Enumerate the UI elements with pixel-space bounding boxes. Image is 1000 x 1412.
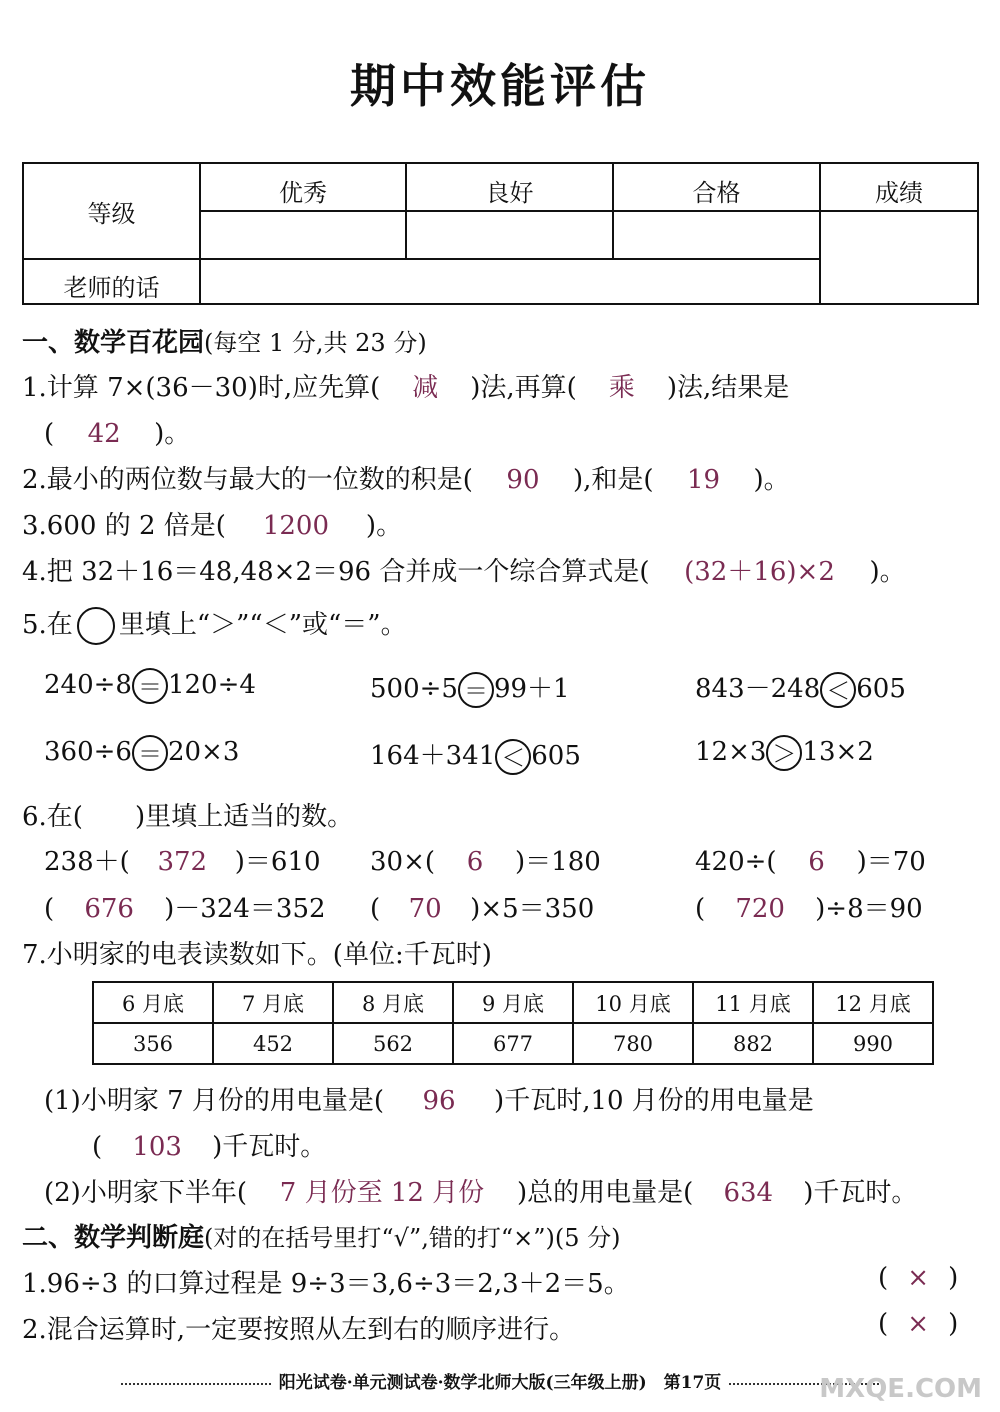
compare-item: 360÷6 ＝ 20×3 [44,735,239,771]
answer: 42 [87,419,121,449]
answer: 676 [84,894,134,924]
table-cell: 356 [93,1023,213,1064]
compare-circle: ＝ [132,735,168,771]
compare-circle: ＝ [132,668,168,704]
compare-circle: ＜ [495,739,531,775]
fill-item: 238＋( 372 )＝610 [44,847,321,877]
grade-excellent: 优秀 [279,179,327,207]
answer: 6 [466,847,484,877]
circle-icon [77,607,115,645]
answer: 103 [132,1132,182,1162]
page-title: 期中效能评估 [350,59,650,113]
score-label: 成绩 [875,179,923,207]
table-cell: 452 [213,1023,333,1064]
fill-item: ( 676 )－324＝352 [44,894,326,924]
compare-circle: ＞ [766,735,802,771]
table-row [93,1023,933,1064]
question-4: 4.把 32＋16＝48,48×2＝96 合并成一个综合算式是( (32＋16)×2 )。 [22,551,906,588]
fill-item: ( 70 )×5＝350 [370,894,595,924]
teacher-comment-label: 老师的话 [63,274,160,302]
answer: (32＋16)×2 [684,557,835,587]
table-cell: 677 [453,1023,573,1064]
meter-table [92,981,934,1065]
answer: × [907,1263,930,1293]
table-cell: 990 [813,1023,933,1064]
table-header-cell: 8 月底 [333,982,453,1023]
answer: 96 [422,1086,456,1116]
judge-item: 1.96÷3 的口算过程是 9÷3＝3,6÷3＝2,3＋2＝5。 [22,1269,630,1299]
question-6: 6.在( )里填上适当的数。 [22,802,354,832]
fill-item: ( 720 )÷8＝90 [695,894,923,924]
divider [121,1383,271,1385]
page-footer: 阳光试卷·单元测试卷·数学北师大版(三年级上册) 第17页 [35,1368,965,1393]
compare-item: 12×3 ＞ 13×2 [695,735,874,771]
compare-item: 500÷5 ＝ 99＋1 [370,668,570,708]
watermark: MXQE.COM [819,1374,982,1404]
judge-answer: ( × ) [878,1263,959,1293]
answer: 6 [808,847,825,877]
grade-label: 等级 [87,200,136,228]
section-1-heading: 一、数学百花园(每空 1 分,共 23 分) [22,328,427,358]
question-7: 7.小明家的电表读数如下。(单位:千瓦时) [22,940,492,970]
table-header-cell: 12 月底 [813,982,933,1023]
question-2: 2.最小的两位数与最大的一位数的积是( 90 ),和是( 19 )。 [22,465,790,495]
grade-table [22,162,979,305]
answer: 1200 [262,511,329,541]
judge-answer: ( × ) [878,1309,959,1339]
table-cell: 780 [573,1023,693,1064]
answer: 90 [506,465,540,495]
question-7-part-2: (2)小明家下半年( 7 月份至 12 月份 )总的用电量是( 634 )千瓦时。 [44,1172,917,1209]
answer: 19 [686,465,721,495]
answer: 372 [157,847,208,877]
answer: 乘 [608,373,635,403]
question-3: 3.600 的 2 倍是( 1200 )。 [22,511,403,541]
question-7-part-1-cont: ( 103 )千瓦时。 [92,1132,327,1162]
table-header-cell: 10 月底 [573,982,693,1023]
compare-item: 164＋341 ＜ 605 [370,735,581,775]
table-cell: 562 [333,1023,453,1064]
answer: 70 [408,894,442,924]
fill-item: 420÷( 6 )＝70 [695,847,926,877]
answer: 720 [735,894,785,924]
table-header-cell: 6 月底 [93,982,213,1023]
compare-circle: ＜ [820,672,856,708]
question-5: 5.在 里填上“＞”“＜”或“＝”。 [22,604,407,645]
judge-item: 2.混合运算时,一定要按照从左到右的顺序进行。 [22,1315,576,1345]
compare-item: 240÷8 ＝ 120÷4 [44,668,256,704]
answer: 7 月份至 12 月份 [279,1178,485,1208]
table-cell: 882 [693,1023,813,1064]
table-row [93,982,933,1023]
question-1: 1.计算 7×(36－30)时,应先算( 减 )法,再算( 乘 )法,结果是 [22,367,789,404]
answer: 减 [412,373,439,403]
section-2-heading: 二、数学判断庭(对的在括号里打“√”,错的打“×”)(5 分) [22,1223,621,1253]
table-header-cell: 11 月底 [693,982,813,1023]
compare-circle: ＝ [458,672,494,708]
answer: × [907,1309,930,1339]
fill-item: 30×( 6 )＝180 [370,847,601,877]
question-7-part-1: (1)小明家 7 月份的用电量是( 96 )千瓦时,10 月份的用电量是 [44,1086,814,1116]
question-1-cont: ( 42 )。 [44,419,191,449]
compare-item: 843－248 ＜ 605 [695,668,906,708]
answer: 634 [723,1178,774,1208]
grade-pass: 合格 [692,179,741,207]
table-header-cell: 9 月底 [453,982,573,1023]
grade-good: 良好 [485,179,534,207]
table-header-cell: 7 月底 [213,982,333,1023]
